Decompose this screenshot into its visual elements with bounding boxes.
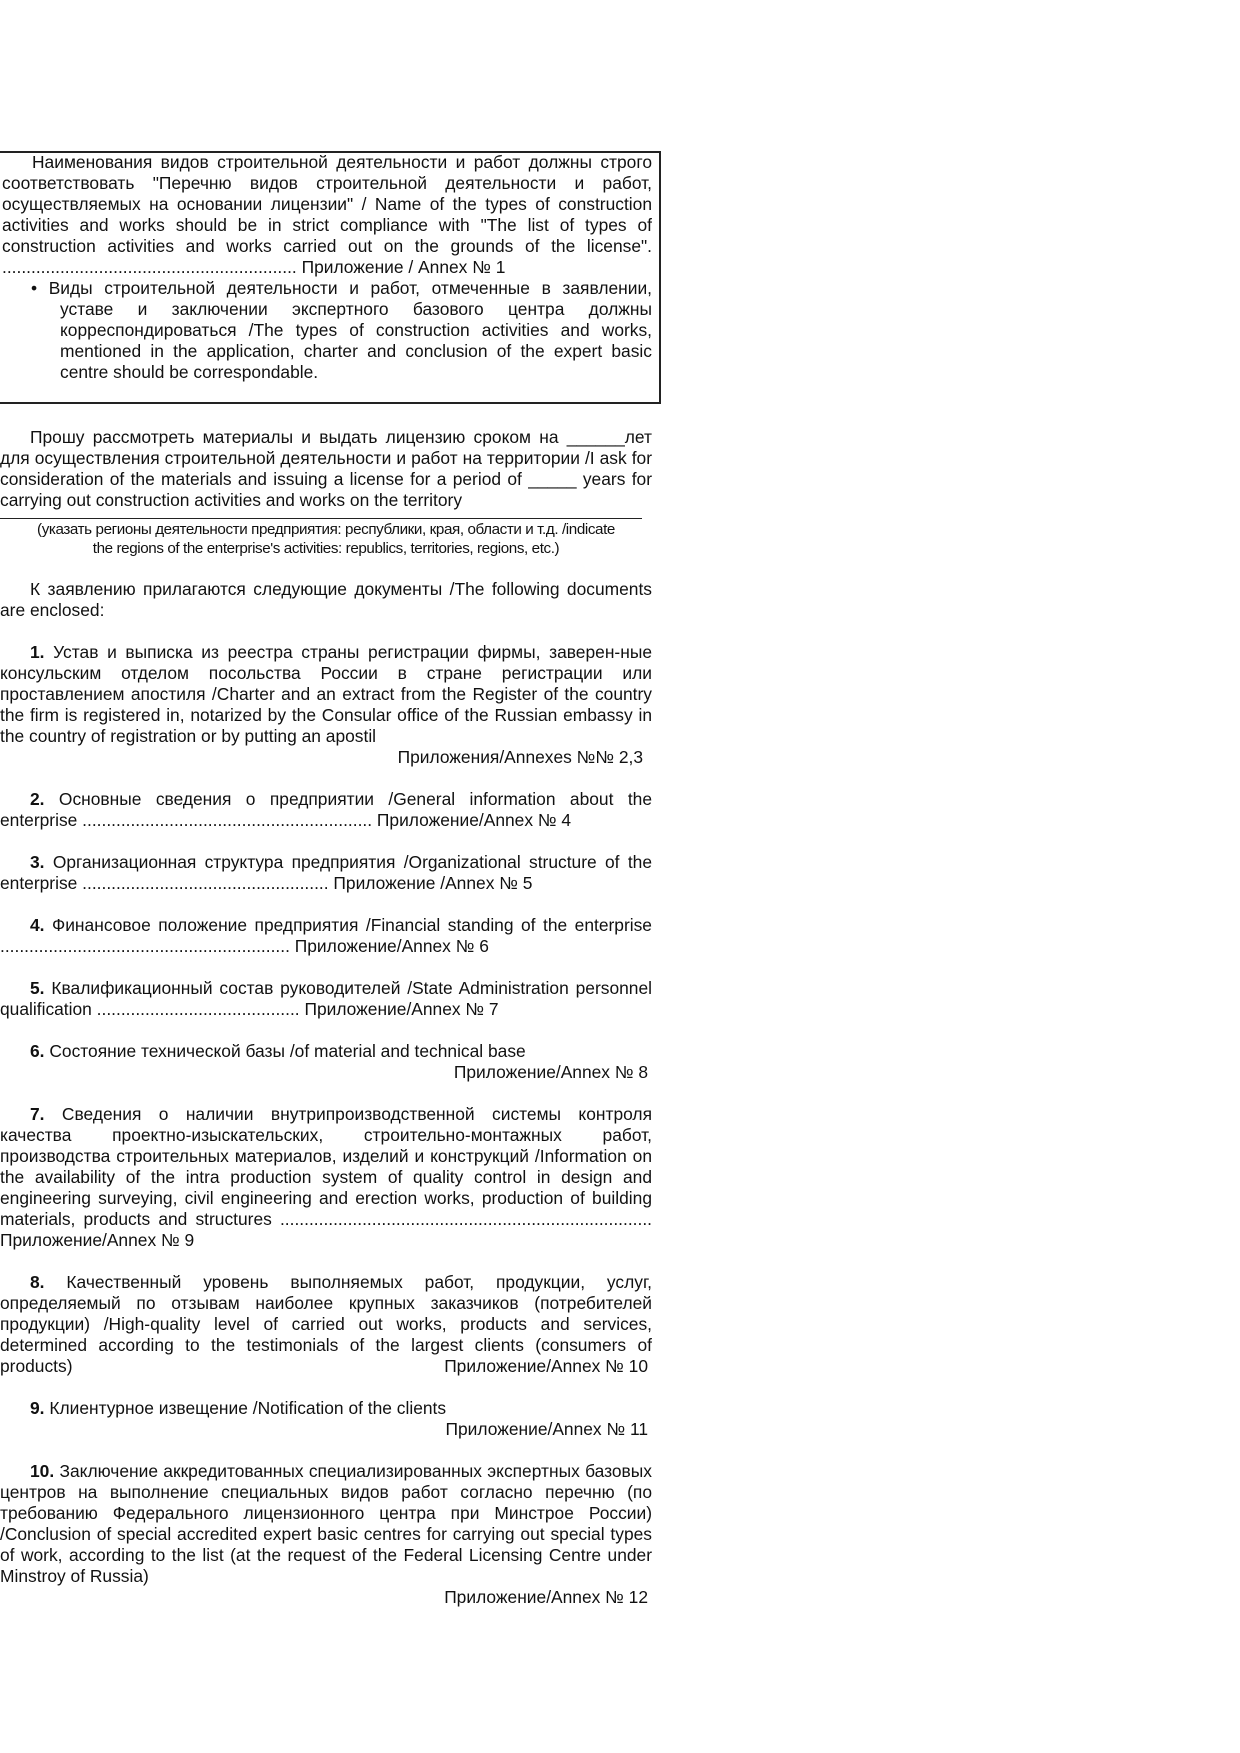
enclosed-intro: К заявлению прилагаются следующие документы /The following documents are enclosed: [0,579,652,620]
item-annex: Приложение/Annex № 8 [453,1062,648,1082]
item-text: Квалификационный состав руководителей /State Administration personnel qualification .......................................... Приложение/Annex № 7 [0,978,652,1019]
item-number: 9. [30,1398,45,1418]
item-number: 5. [30,978,45,998]
item-text: Устав и выписка из реестра страны регистрации фирмы, заверен-ные консульским отделом посольства России в стране регистрации или проставлением апостиля /Charter and an extract from the Register of the country the firm is registered in, notarized by the Consular office of the Russian embassy in the country of registration or by putting an apostil [0,642,652,746]
notice-box-content [2,152,652,383]
item-number: 4. [30,915,45,935]
item-text: Основные сведения о предприятии /General information about the enterprise ............................................................ Приложение/Annex № 4 [0,789,652,830]
list-item [0,789,652,831]
bullet-mark: • [31,278,38,298]
territory-note-line1: (указать регионы деятельности предприятия: республики, края, области и т.д. /indicate [37,521,615,538]
list-item [0,642,652,768]
item-text: Финансовое положение предприятия /Financial standing of the enterprise ............................................................ Приложение/Annex № 6 [0,915,652,956]
item-number: 1. [30,642,45,662]
notice-bullet [2,278,652,383]
request-paragraph: Прошу рассмотреть материалы и выдать лицензию сроком на ______лет для осуществления строительной деятельности и работ на территории /I ask for consideration of the materials and issuing a license for a period of _____ years for carrying out construction activities and works on the territory [0,427,652,510]
territory-note-line2: the regions of the enterprise's activities: republics, territories, regions, etc.) [92,540,560,557]
item-number: 6. [30,1041,45,1061]
item-number: 7. [30,1104,45,1124]
list-item [0,1272,652,1377]
list-item [0,915,652,957]
item-text: Заключение аккредитованных специализированных экспертных базовых центров на выполнение специальных видов работ согласно перечню (по требованию Федерального лицензионного центра при Минстрое России) /Conclusion of special accredited expert basic centres for carrying out special types of work, according to the list (at the request of the Federal Licensing Centre under Minstroy of Russia) [0,1461,652,1586]
item-text: Сведения о наличии внутрипроизводственной системы контроля качества проектно-изыскательских, строительно-монтажных работ, производства строительных материалов, изделий и конструкций /Information on the availability of the intra production system of quality control in design and engineering surveying, civil engineering and erection works, production of building materials, products and structures ............................................................................. Приложение/Annex № 9 [0,1104,652,1250]
territory-fill-line [0,518,642,519]
item-text: Состояние технической базы /of material and technical base [49,1041,526,1061]
item-number: 8. [30,1272,45,1292]
item-number: 2. [30,789,45,809]
item-number: 10. [30,1461,55,1481]
list-item [0,1461,652,1608]
list-item [0,978,652,1020]
list-item [0,1398,652,1440]
list-item [0,1104,652,1251]
item-text: Организационная структура предприятия /Organizational structure of the enterprise ................................................... Приложение /Annex № 5 [0,852,652,893]
item-annex: Приложения/Annexes №№ 2,3 [397,747,643,767]
notice-paragraph: Наименования видов строительной деятельности и работ должны строго соответствовать "Перечню видов строительной деятельности и работ, осуществляемых на основании лицензии" / Name of the types of construction activities and works should be in strict compliance with "The list of types of construction activities and works carried out on the grounds of the license". ............................................................. Приложение / Annex № 1 [2,152,652,277]
list-item [0,1041,652,1083]
item-annex: Приложение/Annex № 11 [445,1419,648,1439]
request-section [0,427,652,1608]
item-number: 3. [30,852,45,872]
list-item [0,852,652,894]
item-annex: Приложение/Annex № 12 [444,1587,648,1607]
bullet-text: Виды строительной деятельности и работ, отмеченные в заявлении, уставе и заключении экспертного базового центра должны корреспондироваться /The types of construction activities and works, mentioned in the application, charter and conclusion of the expert basic centre should be correspondable. [48,278,652,382]
item-text: Качественный уровень выполняемых работ, продукции, услуг, определяемый по отзывам наиболее крупных заказчиков (потребителей продукции) /High-quality level of carried out works, products and services, determined according to the testimonials of the largest clients (consumers of products) [0,1272,652,1376]
item-text: Клиентурное извещение /Notification of the clients [49,1398,447,1418]
item-annex: Приложение/Annex № 10 [444,1356,648,1376]
